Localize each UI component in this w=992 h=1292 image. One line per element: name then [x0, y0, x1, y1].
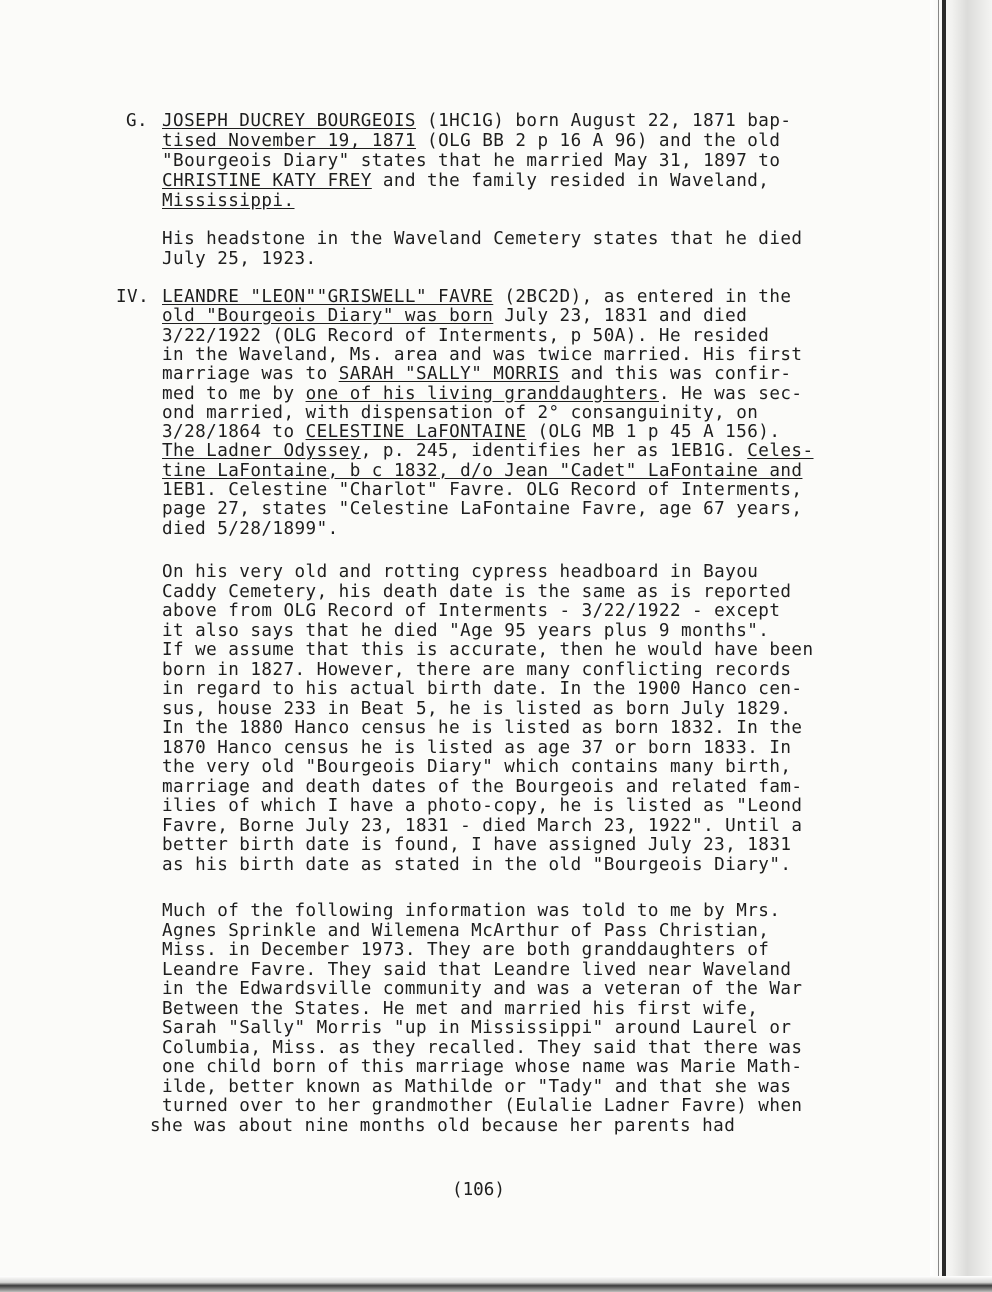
text-segment: CHRISTINE KATY FREY [162, 171, 372, 191]
text-segment: marriage was to [162, 364, 339, 385]
text-segment: page 27, states "Celestine LaFontaine Favre, age 67 years, [162, 499, 803, 520]
info-paragraph-line: in the Edwardsville community and was a veteran of the War [162, 979, 803, 999]
info-paragraph-line: Much of the following information was told to me by Mrs. [162, 901, 781, 921]
text-segment: and the family resided in Waveland, [371, 171, 770, 191]
cypress-paragraph-line: On his very old and rotting cypress headboard in Bayou [162, 562, 759, 582]
scan-edge-line-thin [938, 0, 939, 1292]
info-paragraph-line: she was about nine months old because her parents had [150, 1115, 736, 1136]
text-segment: med to me by [162, 383, 306, 404]
section-iv-line [162, 480, 802, 500]
info-paragraph-line: Agnes Sprinkle and Wilemena McArthur of Pass Christian, [162, 920, 770, 941]
section-g-line [162, 171, 769, 191]
cypress-paragraph-line: as his birth date as stated in the old "Bourgeois Diary". [162, 854, 792, 875]
section-iv-line [162, 326, 769, 346]
cypress-paragraph-line: In the 1880 Hanco census he is listed as born 1832. In the [162, 718, 803, 738]
text-segment: LEANDRE "LEON""GRISWELL" FAVRE [162, 287, 494, 307]
cypress-paragraph-line: sus, house 233 in Beat 5, he is listed as born July 1829. [162, 698, 792, 719]
cypress-paragraph-line: above from OLG Record of Interments - 3/22/1922 - except [162, 601, 781, 621]
text-segment: one of his living granddaughters [305, 383, 659, 404]
section-iv-line [162, 287, 791, 307]
info-paragraph-line: Sarah "Sally" Morris "up in Mississippi" around Laurel or [162, 1018, 792, 1038]
text-segment: , p. 245, identifies her as 1EB1G. [360, 441, 748, 462]
text-segment: (OLG MB 1 p 45 A 156). [526, 422, 781, 443]
text-segment: July 23, 1831 and died [493, 306, 748, 327]
text-segment: (OLG BB 2 p 16 A 96) and the old [415, 131, 781, 151]
text-segment: (1HC1G) born August 22, 1871 bap- [415, 111, 792, 131]
cypress-paragraph-line: Caddy Cemetery, his death date is the same as is reported [162, 581, 792, 602]
cypress-paragraph-line: Favre, Borne July 23, 1831 - died March 23, 1922". Until a [162, 815, 803, 836]
section-label-g: G. [126, 111, 149, 131]
info-paragraph-line: one child born of this marriage whose name was Marie Math- [162, 1057, 803, 1077]
cypress-paragraph-line: If we assume that this is accurate, then he would have been [162, 640, 814, 660]
page-number: (106) [452, 1180, 505, 1200]
headstone-line: July 25, 1923. [162, 249, 317, 269]
headstone-line: His headstone in the Waveland Cemetery states that he died [162, 229, 803, 249]
section-iv-line [162, 306, 747, 326]
cypress-paragraph-line: better birth date is found, I have assigned July 23, 1831 [162, 835, 792, 855]
cypress-paragraph-line: born in 1827. However, there are many conflicting records [162, 659, 792, 680]
text-segment: . He was sec- [658, 383, 803, 404]
section-iv-line [162, 403, 758, 423]
text-segment: SARAH "SALLY" MORRIS [338, 364, 560, 385]
info-paragraph-line: turned over to her grandmother (Eulalie Ladner Favre) when [162, 1096, 803, 1116]
section-iv-line [162, 461, 802, 481]
section-iv-line [162, 364, 791, 384]
section-g-line [162, 131, 780, 151]
text-segment: (2BC2D), as entered in the [493, 287, 792, 307]
section-iv-line [162, 441, 814, 461]
section-iv-line [162, 519, 339, 539]
cypress-paragraph-line: 1870 Hanco census he is listed as age 37 or born 1833. In [162, 737, 792, 758]
text-segment: and this was confir- [559, 364, 792, 385]
scan-edge-right [930, 0, 992, 1292]
info-paragraph-line: Between the States. He met and married his first wife, [162, 998, 759, 1019]
info-paragraph-line: Miss. in December 1973. They are both granddaughters of [162, 940, 770, 960]
text-segment: old "Bourgeois Diary" was born [162, 306, 494, 327]
info-paragraph-line: Leandre Favre. They said that Leandre lived near Waveland [162, 959, 792, 980]
scan-edge-bottom [0, 1276, 992, 1292]
text-segment: "Bourgeois Diary" states that he married May 31, 1897 to [162, 151, 781, 171]
text-segment: CELESTINE LaFONTAINE [305, 422, 527, 443]
section-g-line [162, 151, 780, 171]
section-iv-line [162, 499, 802, 519]
section-label-iv: IV. [116, 287, 150, 307]
section-g-line [162, 191, 295, 211]
cypress-paragraph-line: it also says that he died "Age 95 years plus 9 months". [162, 620, 770, 641]
text-segment: 3/28/1864 to [162, 422, 306, 443]
text-segment: The Ladner Odyssey [162, 441, 361, 462]
section-iv-line [162, 422, 780, 442]
scan-edge-line [942, 0, 946, 1292]
text-segment: in the Waveland, Ms. area and was twice married. His first [162, 344, 803, 365]
text-segment: JOSEPH DUCREY BOURGEOIS [162, 111, 416, 131]
info-paragraph-line: Columbia, Miss. as they recalled. They said that there was [162, 1037, 803, 1058]
text-segment: 3/22/1922 (OLG Record of Interments, p 50A). He resided [162, 325, 770, 346]
info-paragraph-line: ilde, better known as Mathilde or "Tady" and that she was [162, 1076, 792, 1097]
section-g-line [162, 111, 791, 131]
cypress-paragraph-line: in regard to his actual birth date. In the 1900 Hanco cen- [162, 679, 803, 699]
section-iv-line [162, 345, 802, 365]
text-segment: Mississippi. [162, 191, 295, 211]
cypress-paragraph-line: marriage and death dates of the Bourgeois and related fam- [162, 776, 803, 797]
section-iv-line [162, 384, 802, 404]
text-segment: tine LaFontaine, b c 1832, d/o Jean "Cadet" LaFontaine and [162, 460, 803, 481]
text-segment: ond married, with dispensation of 2° consanguinity, on [162, 402, 759, 423]
text-segment: tised November 19, 1871 [162, 131, 416, 151]
text-segment: died 5/28/1899". [162, 518, 339, 539]
text-segment: Celes- [747, 441, 814, 462]
cypress-paragraph-line: ilies of which I have a photo-copy, he is listed as "Leond [162, 796, 803, 816]
cypress-paragraph-line: the very old "Bourgeois Diary" which contains many birth, [162, 757, 792, 777]
text-segment: 1EB1. Celestine "Charlot" Favre. OLG Record of Interments, [162, 480, 803, 500]
